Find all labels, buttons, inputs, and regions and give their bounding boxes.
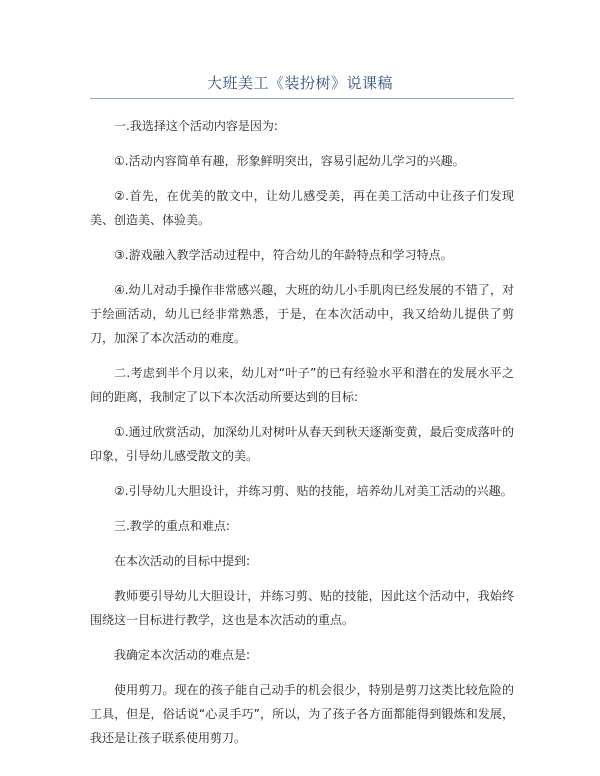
title-divider <box>90 98 514 99</box>
paragraph-4: ③.游戏融入教学活动过程中，符合幼儿的年龄特点和学习特点。 <box>114 248 453 262</box>
document-title: 大班美工《装扮树》说课稿 <box>206 74 393 92</box>
paragraph-7: ①.通过欣赏活动，加深幼儿对树叶从春天到秋天逐渐变黄，最后变成落叶的印象，引导幼儿感受散文的美。 <box>90 425 514 463</box>
paragraph-12: 我确定本次活动的难点是: <box>114 648 251 662</box>
paragraph-6: 二.考虑到半个月以来，幼儿对“叶子”的已有经验水平和潜在的发展水平之间的距离，我制定了以下本次活动所要达到的目标: <box>90 366 514 404</box>
paragraph-2: ①.活动内容简单有趣，形象鲜明突出，容易引起幼儿学习的兴趣。 <box>114 154 465 168</box>
paragraph-3: ②.首先，在优美的散文中，让幼儿感受美，再在美工活动中让孩子们发现美、创造美、体验美。 <box>90 189 514 227</box>
paragraph-8: ②.引导幼儿大胆设计，并练习剪、贴的技能，培养幼儿对美工活动的兴趣。 <box>114 484 513 498</box>
paragraph-1: 一.我选择这个活动内容是因为: <box>114 119 278 133</box>
paragraph-10: 在本次活动的目标中提到: <box>114 554 251 568</box>
paragraph-13: 使用剪刀。现在的孩子能自己动手的机会很少，特别是剪刀这类比较危险的工具，但是，俗话说“心灵手巧”，所以，为了孩子各方面都能得到锻炼和发展，我还是让孩子联系使用剪刀。 <box>90 683 514 745</box>
paragraph-5: ④.幼儿对动手操作非常感兴趣，大班的幼儿小手肌肉已经发展的不错了，对于绘画活动，幼儿已经非常熟悉，于是，在本次活动中，我又给幼儿提供了剪刀，加深了本次活动的难度。 <box>90 283 514 345</box>
paragraph-9: 三.教学的重点和难点: <box>114 519 230 533</box>
paragraph-11: 教师要引导幼儿大胆设计，并练习剪、贴的技能，因此这个活动中，我始终围绕这一目标进行教学，这也是本次活动的重点。 <box>90 589 514 627</box>
document-body <box>90 114 514 761</box>
